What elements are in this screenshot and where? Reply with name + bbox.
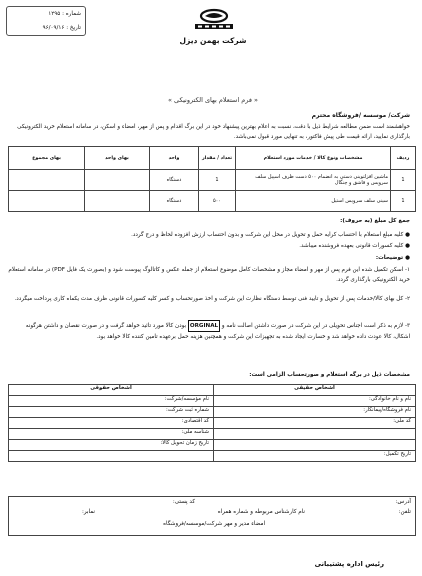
col-header-unit: واحد [150, 147, 199, 170]
explanation-3-rest: بودن کالا مورد تائید خواهد گرفت و در صورت نقصان و داشتن هرگونه اشکال، کالا عودت داده خواهد شد و خسارت ایجاد شده به تجهیزات این شرکت و همچنین هزینه حمل برعهده تامین کننده کالا خواهد بود. [25, 323, 410, 340]
economic-code-field[interactable]: کد اقتصادی: [9, 418, 214, 429]
registration-number-field[interactable]: شماره ثبت شرکت: [9, 407, 214, 418]
identity-table [8, 384, 416, 462]
row-unit-price[interactable] [85, 170, 150, 191]
col-header-row: ردیف [391, 147, 416, 170]
empty-cell [213, 440, 415, 451]
support-chief-title: رئیس اداره پشتیبانی [314, 560, 384, 568]
sign-section-title: مشخصات ذیل در برگه استعلام و صورتحساب الزامی است: [249, 372, 410, 378]
col-header-unit-price: بهای واحد [85, 147, 150, 170]
fax-label[interactable]: نمابر: [81, 509, 95, 515]
company-logo [191, 8, 237, 32]
note-shipping: ● کلیه مبلغ استعلام با احتساب کرایه حمل و تحویل در محل این شرکت و بدون احتساب ارزش افزوده لحاظ و درج گردد. [131, 232, 410, 238]
original-badge: ORGINAL [188, 320, 220, 332]
empty-cell [213, 429, 415, 440]
signature-label: امضاء مدیر و مهر شرکت/موسسه/فروشگاه [163, 521, 265, 527]
row-number: 1 [391, 170, 416, 191]
col-header-qty: تعداد / مقدار [199, 147, 236, 170]
col-header-desc: مشخصات ونوع کالا / خدمات مورد استعلام [236, 147, 391, 170]
row-description: سینی سلف سرویس استیل [236, 191, 391, 212]
row-unit: دستگاه [150, 191, 199, 212]
col-header-individual: اشخاص حقیقی [213, 385, 415, 396]
row-unit: دستگاه [150, 170, 199, 191]
reference-box [6, 6, 86, 36]
row-description: ماشین افزلتوینی دستی به انضمام ۵۰۰ دست ظرف اسپیل سلف سرویس و قاشق و چنگال [236, 170, 391, 191]
intro-paragraph: خواهشمند است ضمن مطالعه شرایط ذیل با دقت، نسبت به اعلام بهترین پیشنهاد خود در این برگ اقدام و پس از مهر، امضاء و اسکن، در سامانه استعلام خرید الکترونیکی بارگذاری نمایید، ارائه قیمت طی پیش فاکتور، به تنهایی مورد قبول نمی‌باشد. [17, 124, 410, 140]
table-row [9, 170, 416, 191]
company-name: شرکت بهمن دیزل [179, 36, 247, 45]
row-quantity: 1 [199, 170, 236, 191]
row-total[interactable] [9, 191, 85, 212]
contact-label[interactable]: نام کارشناس مربوطه و شماره همراه [217, 509, 305, 515]
document-number: شماره : ۱۲۹۵ [48, 11, 81, 17]
row-unit-price[interactable] [85, 191, 150, 212]
total-in-words-label: جمع کل مبلغ (به حروف): [340, 218, 410, 224]
explanation-3-start: ۳- لازم به ذکر است اجناس تحویلی در این شرکت در صورت داشتن اصالت نامه و [221, 323, 410, 329]
delivery-date-field[interactable]: تاریخ زمان تحویل کالا: [9, 440, 214, 451]
empty-cell [9, 451, 214, 462]
col-header-legal: اشخاص حقوقی [9, 385, 214, 396]
document-date: تاریخ : ۹۶/۰۹/۱۶ [42, 25, 81, 31]
explanations-title: ● توضیحات: [375, 255, 410, 261]
table-row [9, 191, 416, 212]
explanation-2: ۲- کل بهای کالا/خدمات پس از تحویل و تایید فنی توسط دستگاه نظارت این شرکت و اخذ صورتحساب و کسر کلیه کسورات قانونی ظرف مدت یکماه کاری پرداخت میگردد. [14, 296, 410, 302]
row-total[interactable] [9, 170, 85, 191]
postal-code-label[interactable]: کد پستی: [172, 499, 195, 505]
salutation: شرکت/ موسسه /فروشگاه محترم [311, 112, 410, 119]
row-quantity: ۵۰۰ [199, 191, 236, 212]
explanation-1: ۱- اسکن تکمیل شده این فرم پس از مهر و امضاء مجاز و مشخصات کامل موضوع استعلام از جمله عکس و کاتالوگ پیوست شود و (بصورت یک فایل PDF) در سامانه استعلام خرید الکترونیکی بارگذاری گردد. [8, 267, 410, 283]
national-id-field[interactable]: شناسه ملی: [9, 429, 214, 440]
address-box [8, 496, 416, 536]
col-header-total: بهای مجموع [9, 147, 85, 170]
individual-name-field[interactable]: نام و نام خانوادگی: [213, 396, 415, 407]
national-code-field[interactable]: کد ملی: [213, 418, 415, 429]
store-name-field[interactable]: نام فروشگاه/پیمانکار: [213, 407, 415, 418]
phone-label[interactable]: تلفن: [398, 509, 411, 515]
company-name-field[interactable]: نام مؤسسه/شرکت: [9, 396, 214, 407]
items-table [8, 146, 416, 212]
address-label[interactable]: آدرس: [395, 499, 411, 505]
form-title: « فرم استعلام بهای الکترونیکی » [168, 96, 258, 104]
explanation-3 [8, 320, 410, 342]
note-deductions: ● کلیه کسورات قانونی بعهده فروشنده میباشد. [299, 243, 410, 249]
completion-date-field[interactable]: تاریخ تکمیل: [213, 451, 415, 462]
row-number: 1 [391, 191, 416, 212]
